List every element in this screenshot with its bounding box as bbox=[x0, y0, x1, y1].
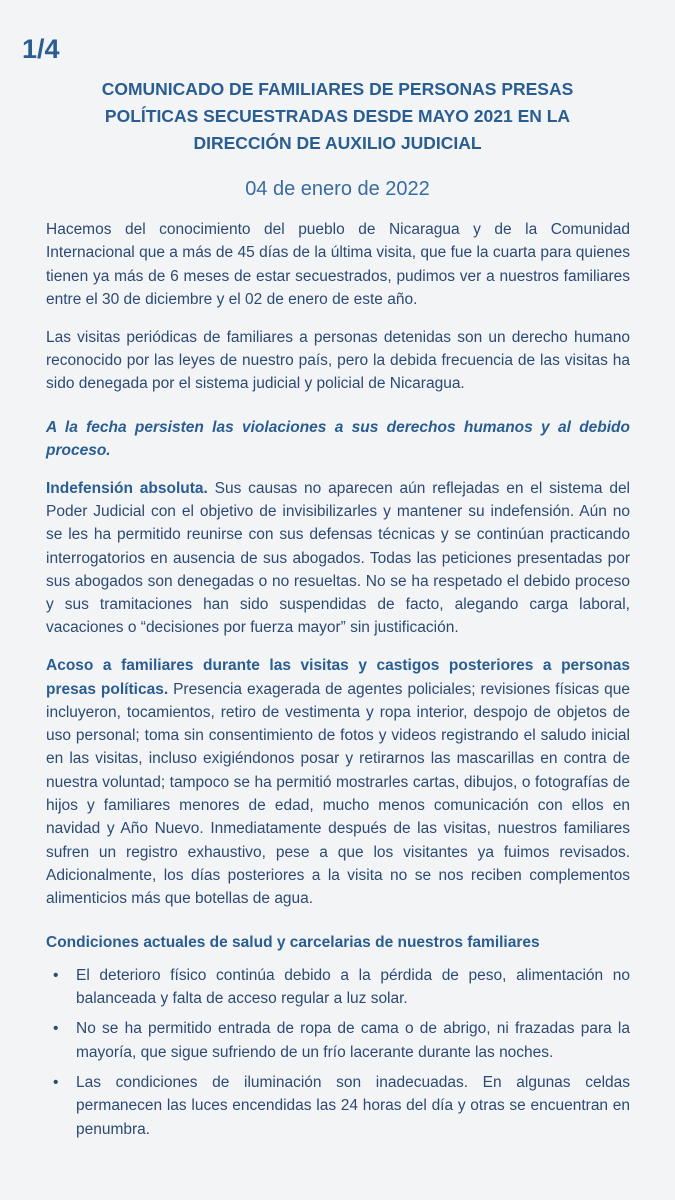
indefension-text: Sus causas no aparecen aún reflejadas en el sistema del Poder Judicial con el objetivo de invisibilizarles y mantener su indefensión. Aún no se les ha permitido reunirse con sus defensas técnicas y se continúan practicando interrogatorios en ausencia de sus abogados. Todas las peticiones presentadas por sus abogados son denegadas o no resueltas. No se ha respetado el debido proceso y sus tramitaciones han sido suspendidas de facto, alegando carga laboral, vacaciones o “decisiones por fuerza mayor” sin justificación. bbox=[46, 479, 631, 637]
acoso-lead: Acoso a familiares durante las visitas y castigos posteriores a personas presas políticas. bbox=[46, 657, 630, 698]
indefension-lead: Indefensión absoluta. bbox=[46, 479, 208, 497]
title-line: COMUNICADO DE FAMILIARES DE PERSONAS PRESAS bbox=[101, 79, 574, 99]
list-item bbox=[46, 1017, 630, 1064]
bullet-icon: • bbox=[53, 1020, 59, 1038]
statement-title bbox=[60, 76, 615, 157]
page-number: 1/4 bbox=[22, 34, 60, 64]
paragraph-visits: Las visitas periódicas de familiares a personas detenidas son un derecho humano reconocido por las leyes de nuestro país, pero la debida frecuencia de las visitas ha sido denegada por el sistema judicial y policial de Nicaragua. bbox=[46, 328, 630, 393]
paragraph-indefension bbox=[46, 477, 630, 640]
conditions-heading: Condiciones actuales de salud y carcelarias de nuestros familiares bbox=[46, 933, 540, 951]
paragraph-intro: Hacemos del conocimiento del pueblo de Nicaragua y de la Comunidad Internacional que a más de 45 días de la última visita, que fue la cuarta para quienes tienen ya más de 6 meses de estar secuestrados, pudimos ver a nuestros familiares entre el 30 de diciembre y el 02 de enero de este año. bbox=[46, 221, 630, 308]
persist-subheading: A la fecha persisten las violaciones a sus derechos humanos y al debido proceso. bbox=[46, 418, 630, 459]
statement-date: 04 de enero de 2022 bbox=[245, 178, 430, 200]
list-item bbox=[46, 964, 630, 1011]
paragraph-acoso bbox=[46, 654, 630, 910]
list-item-text: Las condiciones de iluminación son inadecuadas. En algunas celdas permanecen las luces encendidas las 24 horas del día y otras se encuentran en penumbra. bbox=[76, 1074, 630, 1138]
bullet-icon: • bbox=[53, 1074, 59, 1091]
bullet-icon: • bbox=[53, 966, 59, 984]
list-item-text: No se ha permitido entrada de ropa de cama o de abrigo, ni frazadas para la mayoría, que sigue sufriendo de un frío lacerante durante las noches. bbox=[76, 1020, 630, 1061]
title-line: DIRECCIÓN DE AUXILIO JUDICIAL bbox=[193, 133, 482, 153]
acoso-text: Presencia exagerada de agentes policiales; revisiones físicas que incluyeron, tocamientos, retiro de vestimenta y ropa interior, despojo de objetos de uso personal; toma sin consentimiento de fotos y videos registrando el saludo inicial en las visitas, incluso exigiéndonos posar y retirarnos las mascarillas en contra de nuestra voluntad; tampoco se ha permitió mostrarles cartas, dibujos, o fotografías de hijos y familiares menores de edad, mucho menos comunicación con ellos en navidad y Año Nuevo. Inmediatamente después de las visitas, nuestros familiares sufren un registro exhaustivo, pese a que los visitantes ya fuimos revisados. Adicionalmente, los días posteriores a la visita no se nos reciben complementos alimenticios más que botellas de agua. bbox=[46, 680, 630, 908]
title-line: POLÍTICAS SECUESTRADAS DESDE MAYO 2021 EN LA bbox=[104, 106, 571, 126]
list-item bbox=[46, 1071, 630, 1141]
conditions-list bbox=[46, 964, 630, 1141]
statement-body bbox=[46, 218, 630, 1148]
list-item-text: El deterioro físico continúa debido a la pérdida de peso, alimentación no balanceada y falta de acceso regular a luz solar. bbox=[76, 966, 630, 1008]
